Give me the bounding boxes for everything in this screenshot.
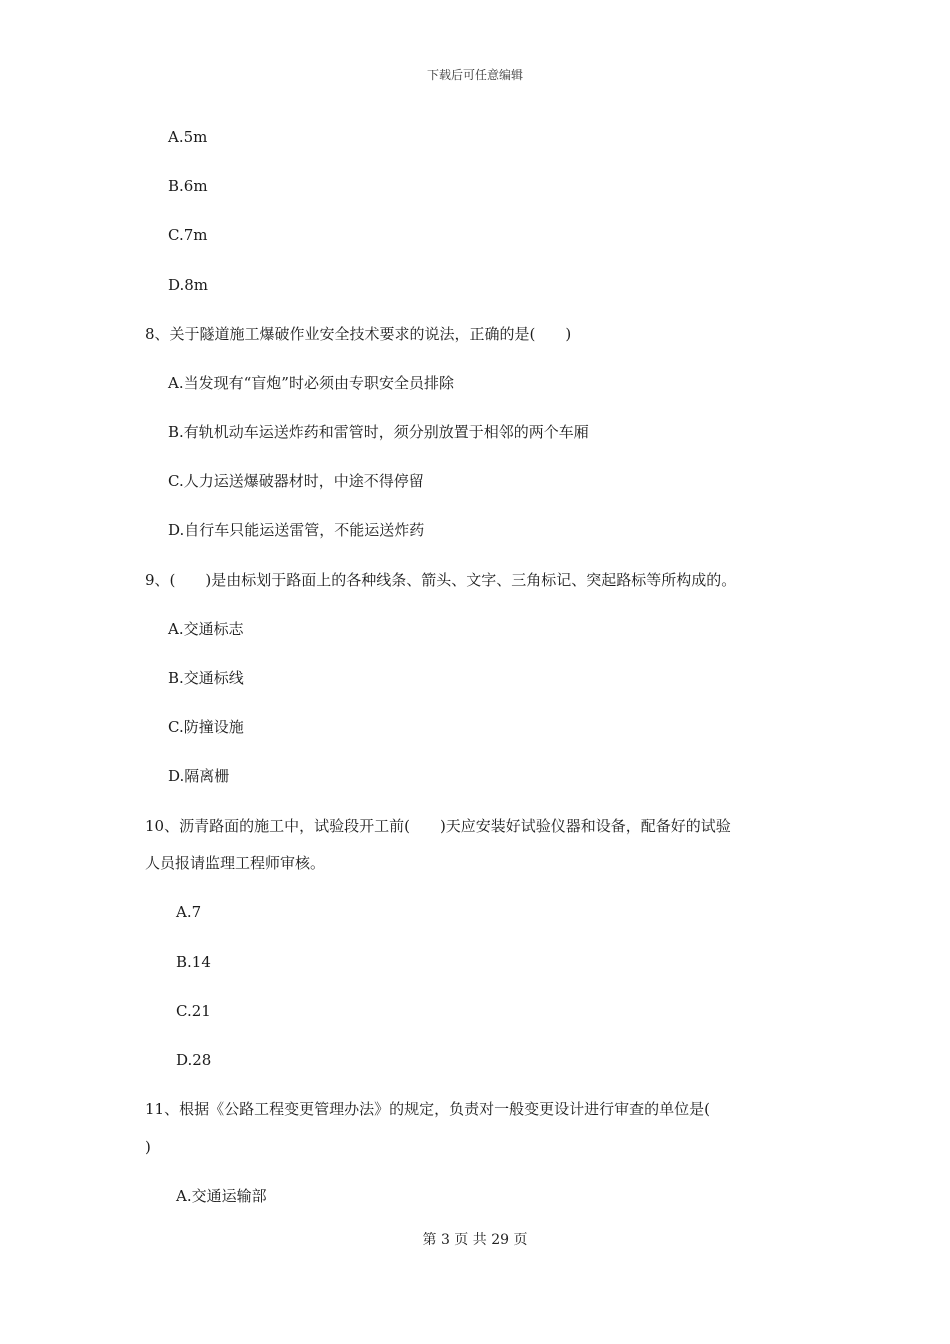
- q8-option-c: C.人力运送爆破器材时，中途不得停留: [168, 472, 424, 490]
- q7-option-b: B.6m: [168, 177, 208, 195]
- q11-option-a: A.交通运输部: [176, 1187, 267, 1205]
- q8-option-d: D.自行车只能运送雷管，不能运送炸药: [168, 521, 425, 539]
- q10-option-d: D.28: [176, 1051, 212, 1069]
- q10-option-a: A.7: [176, 903, 202, 921]
- page-header: 下载后可任意编辑: [426, 68, 523, 82]
- q8-option-b: B.有轨机动车运送炸药和雷管时，须分别放置于相邻的两个车厢: [168, 423, 589, 441]
- q9-option-a: A.交通标志: [168, 620, 244, 638]
- q9-stem: 9、( )是由标划于路面上的各种线条、箭头、文字、三角标记、突起路标等所构成的。: [145, 571, 737, 589]
- q10-option-c: C.21: [176, 1002, 211, 1020]
- q9-option-c: C.防撞设施: [168, 718, 244, 736]
- q9-option-b: B.交通标线: [168, 669, 244, 687]
- q9-option-d: D.隔离栅: [168, 767, 230, 785]
- q11-stem-line2: ): [145, 1138, 151, 1156]
- q11-stem-line1: 11、根据《公路工程变更管理办法》的规定，负责对一般变更设计进行审查的单位是(: [145, 1100, 710, 1118]
- q7-option-a: A.5m: [168, 128, 208, 146]
- q10-stem-line1: 10、沥青路面的施工中，试验段开工前( )天应安装好试验仪器和设备，配备好的试验: [145, 817, 731, 835]
- q10-stem-line2: 人员报请监理工程师审核。: [145, 854, 326, 872]
- q7-option-d: D.8m: [168, 276, 209, 294]
- page-footer: 第 3 页 共 29 页: [422, 1232, 528, 1248]
- q10-option-b: B.14: [176, 953, 211, 971]
- q7-option-c: C.7m: [168, 226, 208, 244]
- q8-stem: 8、关于隧道施工爆破作业安全技术要求的说法，正确的是( ): [145, 325, 572, 343]
- q8-option-a: A.当发现有“盲炮”时必须由专职安全员排除: [168, 374, 454, 392]
